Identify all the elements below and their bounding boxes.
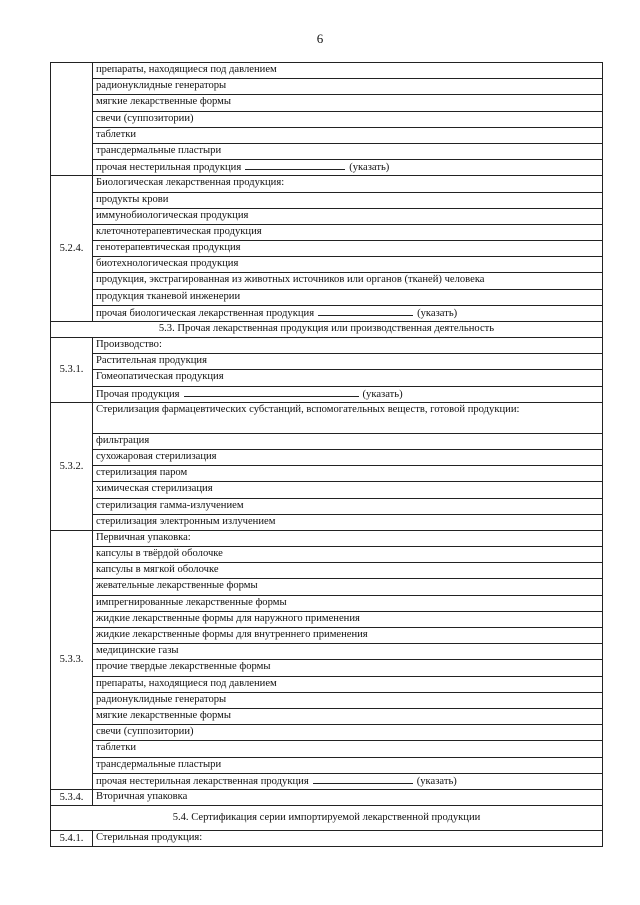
list-item: прочие твердые лекарственные формы xyxy=(93,660,603,676)
section-number: 5.3.3. xyxy=(51,530,93,789)
list-item: Гомеопатическая продукция xyxy=(93,370,603,386)
list-item: химическая стерилизация xyxy=(93,482,603,498)
list-item-label: Прочая продукция xyxy=(96,388,180,400)
list-item: иммунобиологическая продукция xyxy=(93,208,603,224)
list-item: трансдермальные пластыри xyxy=(93,143,603,159)
section-number: 5.3.2. xyxy=(51,402,93,530)
specify-note: (указать) xyxy=(349,162,390,174)
section-heading: 5.3. Прочая лекарственная продукция или производственная деятельность xyxy=(51,322,603,338)
list-item: медицинские газы xyxy=(93,644,603,660)
list-item: таблетки xyxy=(93,741,603,757)
specify-note: (указать) xyxy=(416,775,457,787)
fill-in-blank xyxy=(313,774,413,784)
list-item: генотерапевтическая продукция xyxy=(93,241,603,257)
list-item: фильтрация xyxy=(93,433,603,449)
section-heading: 5.4. Сертификация серии импортируемой лекарственной продукции xyxy=(51,806,603,831)
list-item: стерилизация гамма-излучением xyxy=(93,498,603,514)
list-item: мягкие лекарственные формы xyxy=(93,95,603,111)
list-item: Вторичная упаковка xyxy=(93,789,603,805)
list-heading: Производство: xyxy=(93,338,603,354)
list-item: Растительная продукция xyxy=(93,354,603,370)
section-number-empty xyxy=(51,63,93,176)
list-item: капсулы в мягкой оболочке xyxy=(93,563,603,579)
list-item: свечи (суппозитории) xyxy=(93,111,603,127)
list-item-label: прочая биологическая лекарственная продукция xyxy=(96,307,315,319)
licence-activity-table xyxy=(50,62,603,847)
list-item: продукты крови xyxy=(93,192,603,208)
list-item: сухожаровая стерилизация xyxy=(93,449,603,465)
list-item: жидкие лекарственные формы для внутреннего применения xyxy=(93,628,603,644)
list-item: жевательные лекарственные формы xyxy=(93,579,603,595)
list-item: жидкие лекарственные формы для наружного применения xyxy=(93,611,603,627)
list-item-specify xyxy=(93,160,603,176)
specify-note: (указать) xyxy=(417,307,458,319)
list-heading: Стерилизация фармацевтических субстанций, вспомогательных веществ, готовой продукции: xyxy=(93,402,603,433)
list-item: радионуклидные генераторы xyxy=(93,692,603,708)
list-item-specify xyxy=(93,305,603,321)
list-item-label: прочая нестерильная продукция xyxy=(96,162,242,174)
fill-in-blank xyxy=(184,387,359,397)
fill-in-blank xyxy=(318,306,413,316)
list-item: стерилизация электронным излучением xyxy=(93,514,603,530)
list-item: трансдермальные пластыри xyxy=(93,757,603,773)
section-number: 5.2.4. xyxy=(51,176,93,322)
list-item: биотехнологическая продукция xyxy=(93,257,603,273)
list-item: капсулы в твёрдой оболочке xyxy=(93,547,603,563)
section-number: 5.3.4. xyxy=(51,789,93,805)
section-number: 5.3.1. xyxy=(51,338,93,403)
list-heading: Биологическая лекарственная продукция: xyxy=(93,176,603,192)
list-item: свечи (суппозитории) xyxy=(93,725,603,741)
fill-in-blank xyxy=(245,160,345,170)
list-item: мягкие лекарственные формы xyxy=(93,708,603,724)
list-item: препараты, находящиеся под давлением xyxy=(93,676,603,692)
list-item: таблетки xyxy=(93,127,603,143)
list-item: препараты, находящиеся под давлением xyxy=(93,63,603,79)
list-item-specify xyxy=(93,386,603,402)
list-item: стерилизация паром xyxy=(93,466,603,482)
list-item-label: прочая нестерильная лекарственная продукция xyxy=(96,775,309,787)
list-heading: Стерильная продукция: xyxy=(93,831,603,847)
specify-note: (указать) xyxy=(362,388,403,400)
page-number: 6 xyxy=(316,31,324,46)
section-number: 5.4.1. xyxy=(51,831,93,847)
list-item: импрегнированные лекарственные формы xyxy=(93,595,603,611)
list-heading: Первичная упаковка: xyxy=(93,530,603,546)
list-item: клеточнотерапевтическая продукция xyxy=(93,224,603,240)
list-item-specify xyxy=(93,773,603,789)
list-item: радионуклидные генераторы xyxy=(93,79,603,95)
list-item: продукция тканевой инженерии xyxy=(93,289,603,305)
list-item: продукция, экстрагированная из животных источников или органов (тканей) человека xyxy=(93,273,603,289)
